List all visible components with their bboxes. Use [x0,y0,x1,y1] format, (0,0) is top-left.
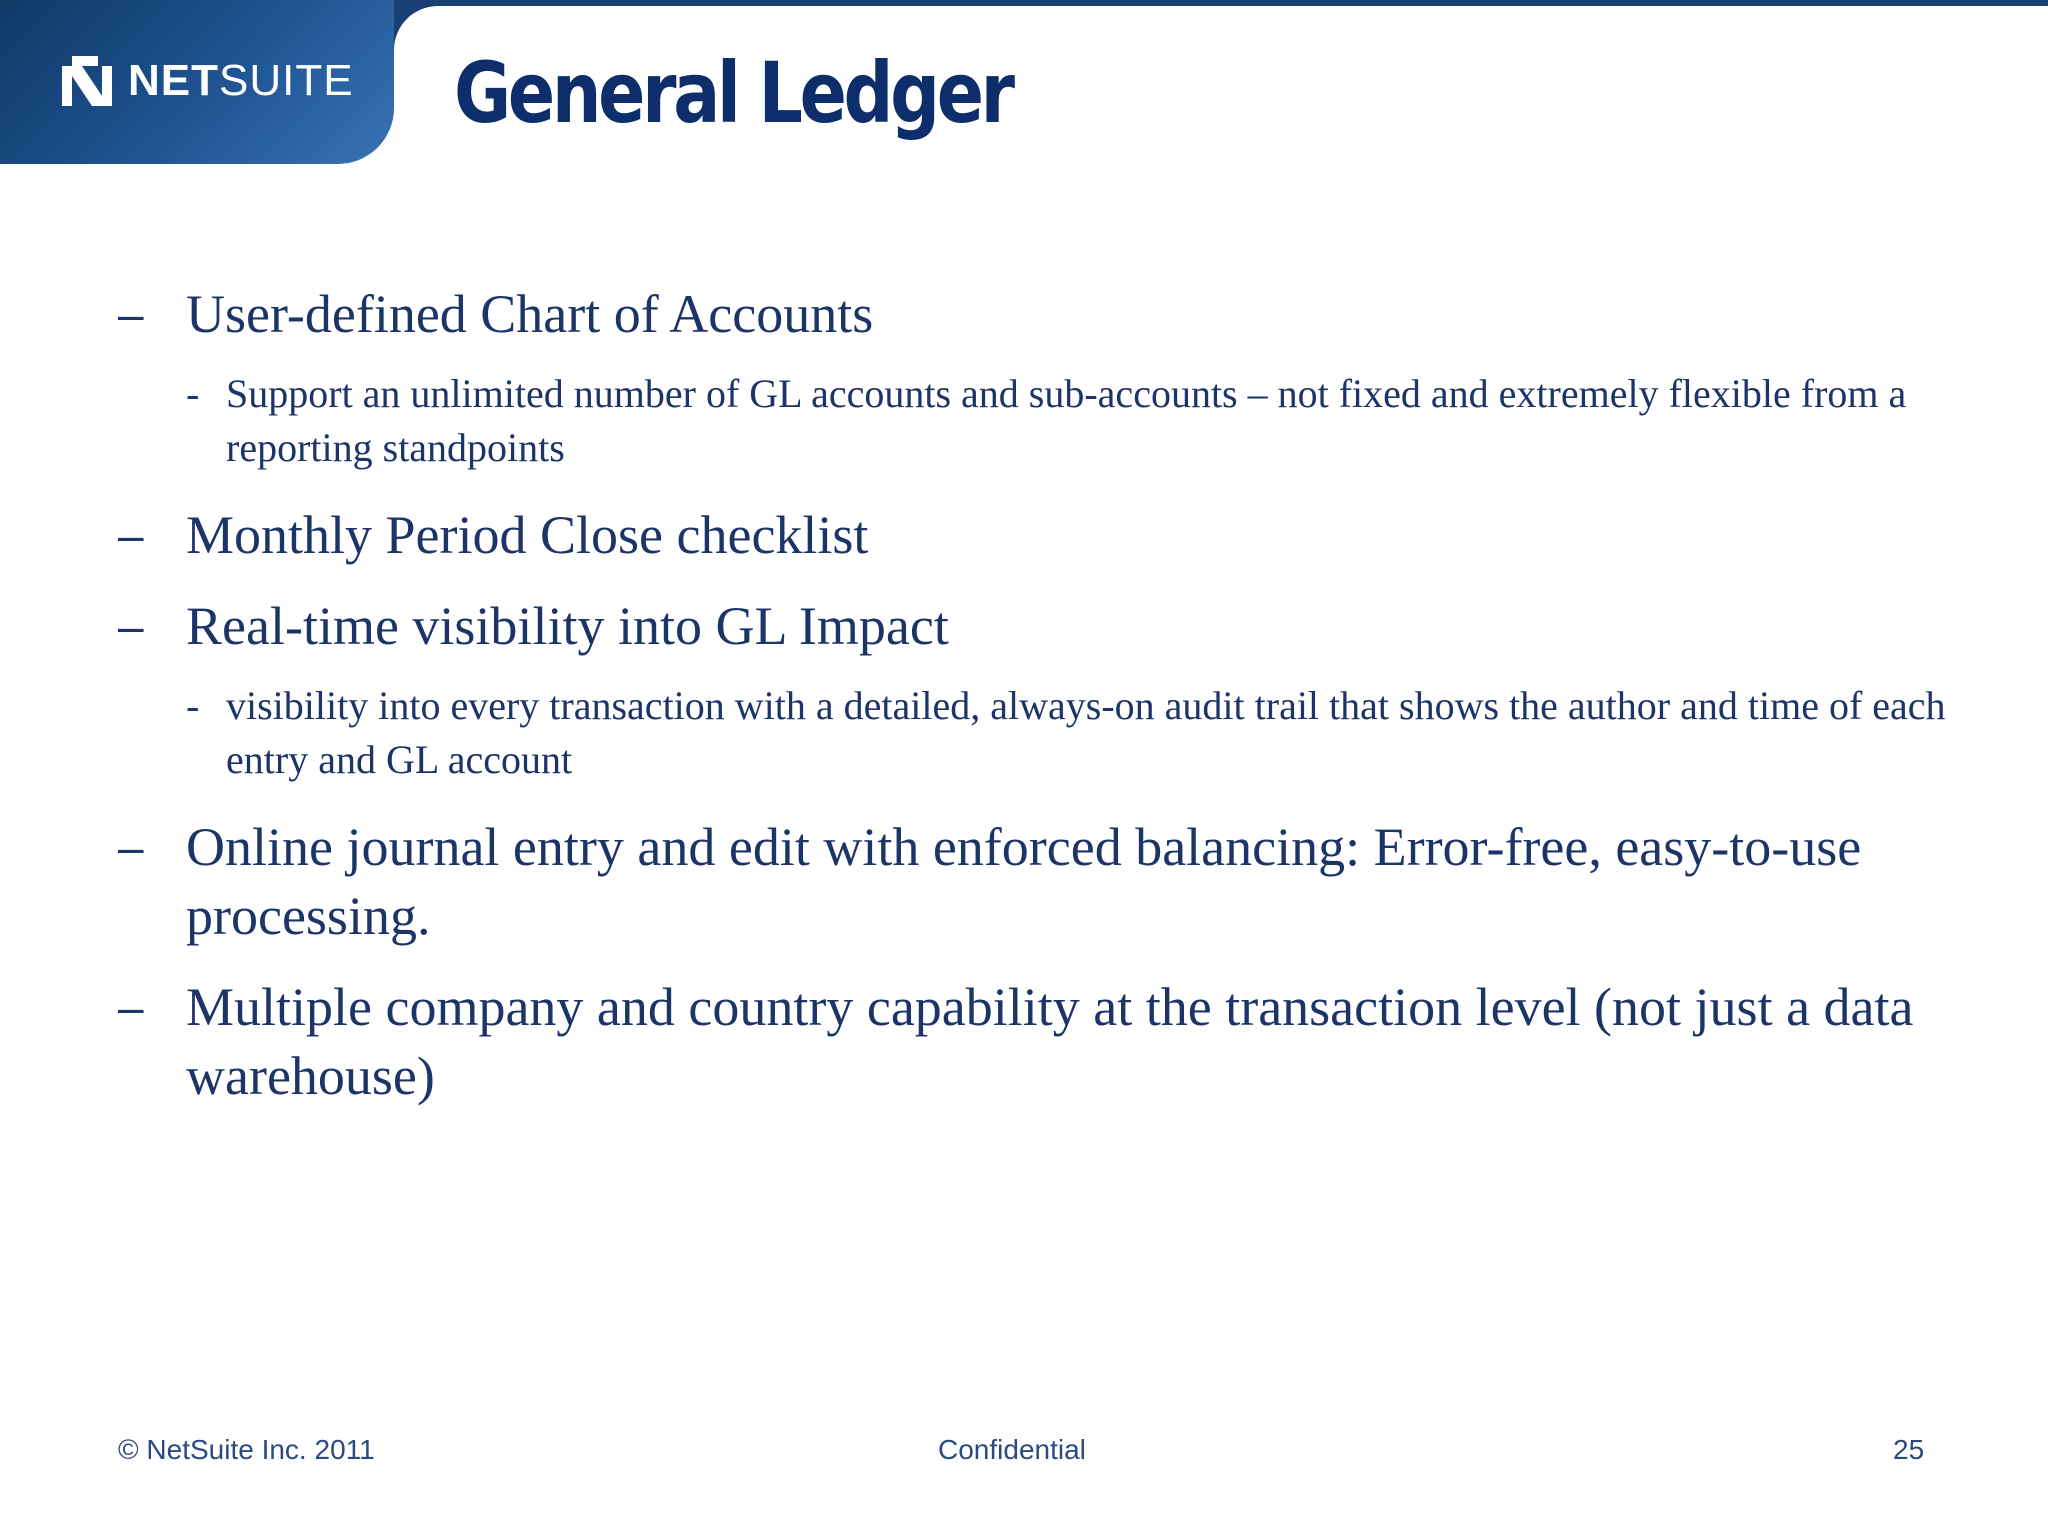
bullet-marker: – [118,509,144,561]
sub-bullet-text: visibility into every transaction with a detailed, always-on audit trail that shows the author and time of each entry and GL account [226,683,1946,782]
page-number: 25 [1893,1434,1925,1465]
sub-bullet-marker: - [186,683,200,728]
bullet-marker: – [118,288,144,340]
slide-body [118,280,1958,1111]
bullet-marker: – [118,981,144,1033]
bullet-marker: – [118,821,144,873]
bullet-marker: – [118,600,144,652]
bullet-item [118,501,1958,570]
logo-block [0,0,394,164]
sub-bullet-item [186,367,1958,475]
footer-copyright: © NetSuite Inc. 2011 [118,1434,375,1465]
netsuite-n-icon [58,52,116,110]
bullet-item [118,973,1958,1111]
netsuite-logo [58,52,354,110]
bullet-item [118,280,1958,349]
slide-title: General Ledger [454,44,1012,142]
bullet-text: User-defined Chart of Accounts [186,284,874,344]
sub-bullet-marker: - [186,371,200,416]
footer-confidential: Confidential [938,1434,1086,1465]
bullet-text: Real-time visibility into GL Impact [186,596,949,656]
sub-bullet-item [186,679,1958,787]
bullet-item [118,592,1958,661]
bullet-text: Monthly Period Close checklist [186,505,869,565]
sub-bullet-text: Support an unlimited number of GL accounts and sub-accounts – not fixed and extremely flexible from a reporting standpoints [226,371,1907,470]
bullet-item [118,813,1958,951]
bullet-text: Multiple company and country capability at the transaction level (not just a data warehouse) [186,977,1914,1106]
logo-wordmark [128,56,354,105]
bullet-text: Online journal entry and edit with enforced balancing: Error-free, easy-to-use processing. [186,817,1862,946]
logo-text-bold: NET [128,56,219,105]
logo-text-light: SUITE [219,56,354,105]
